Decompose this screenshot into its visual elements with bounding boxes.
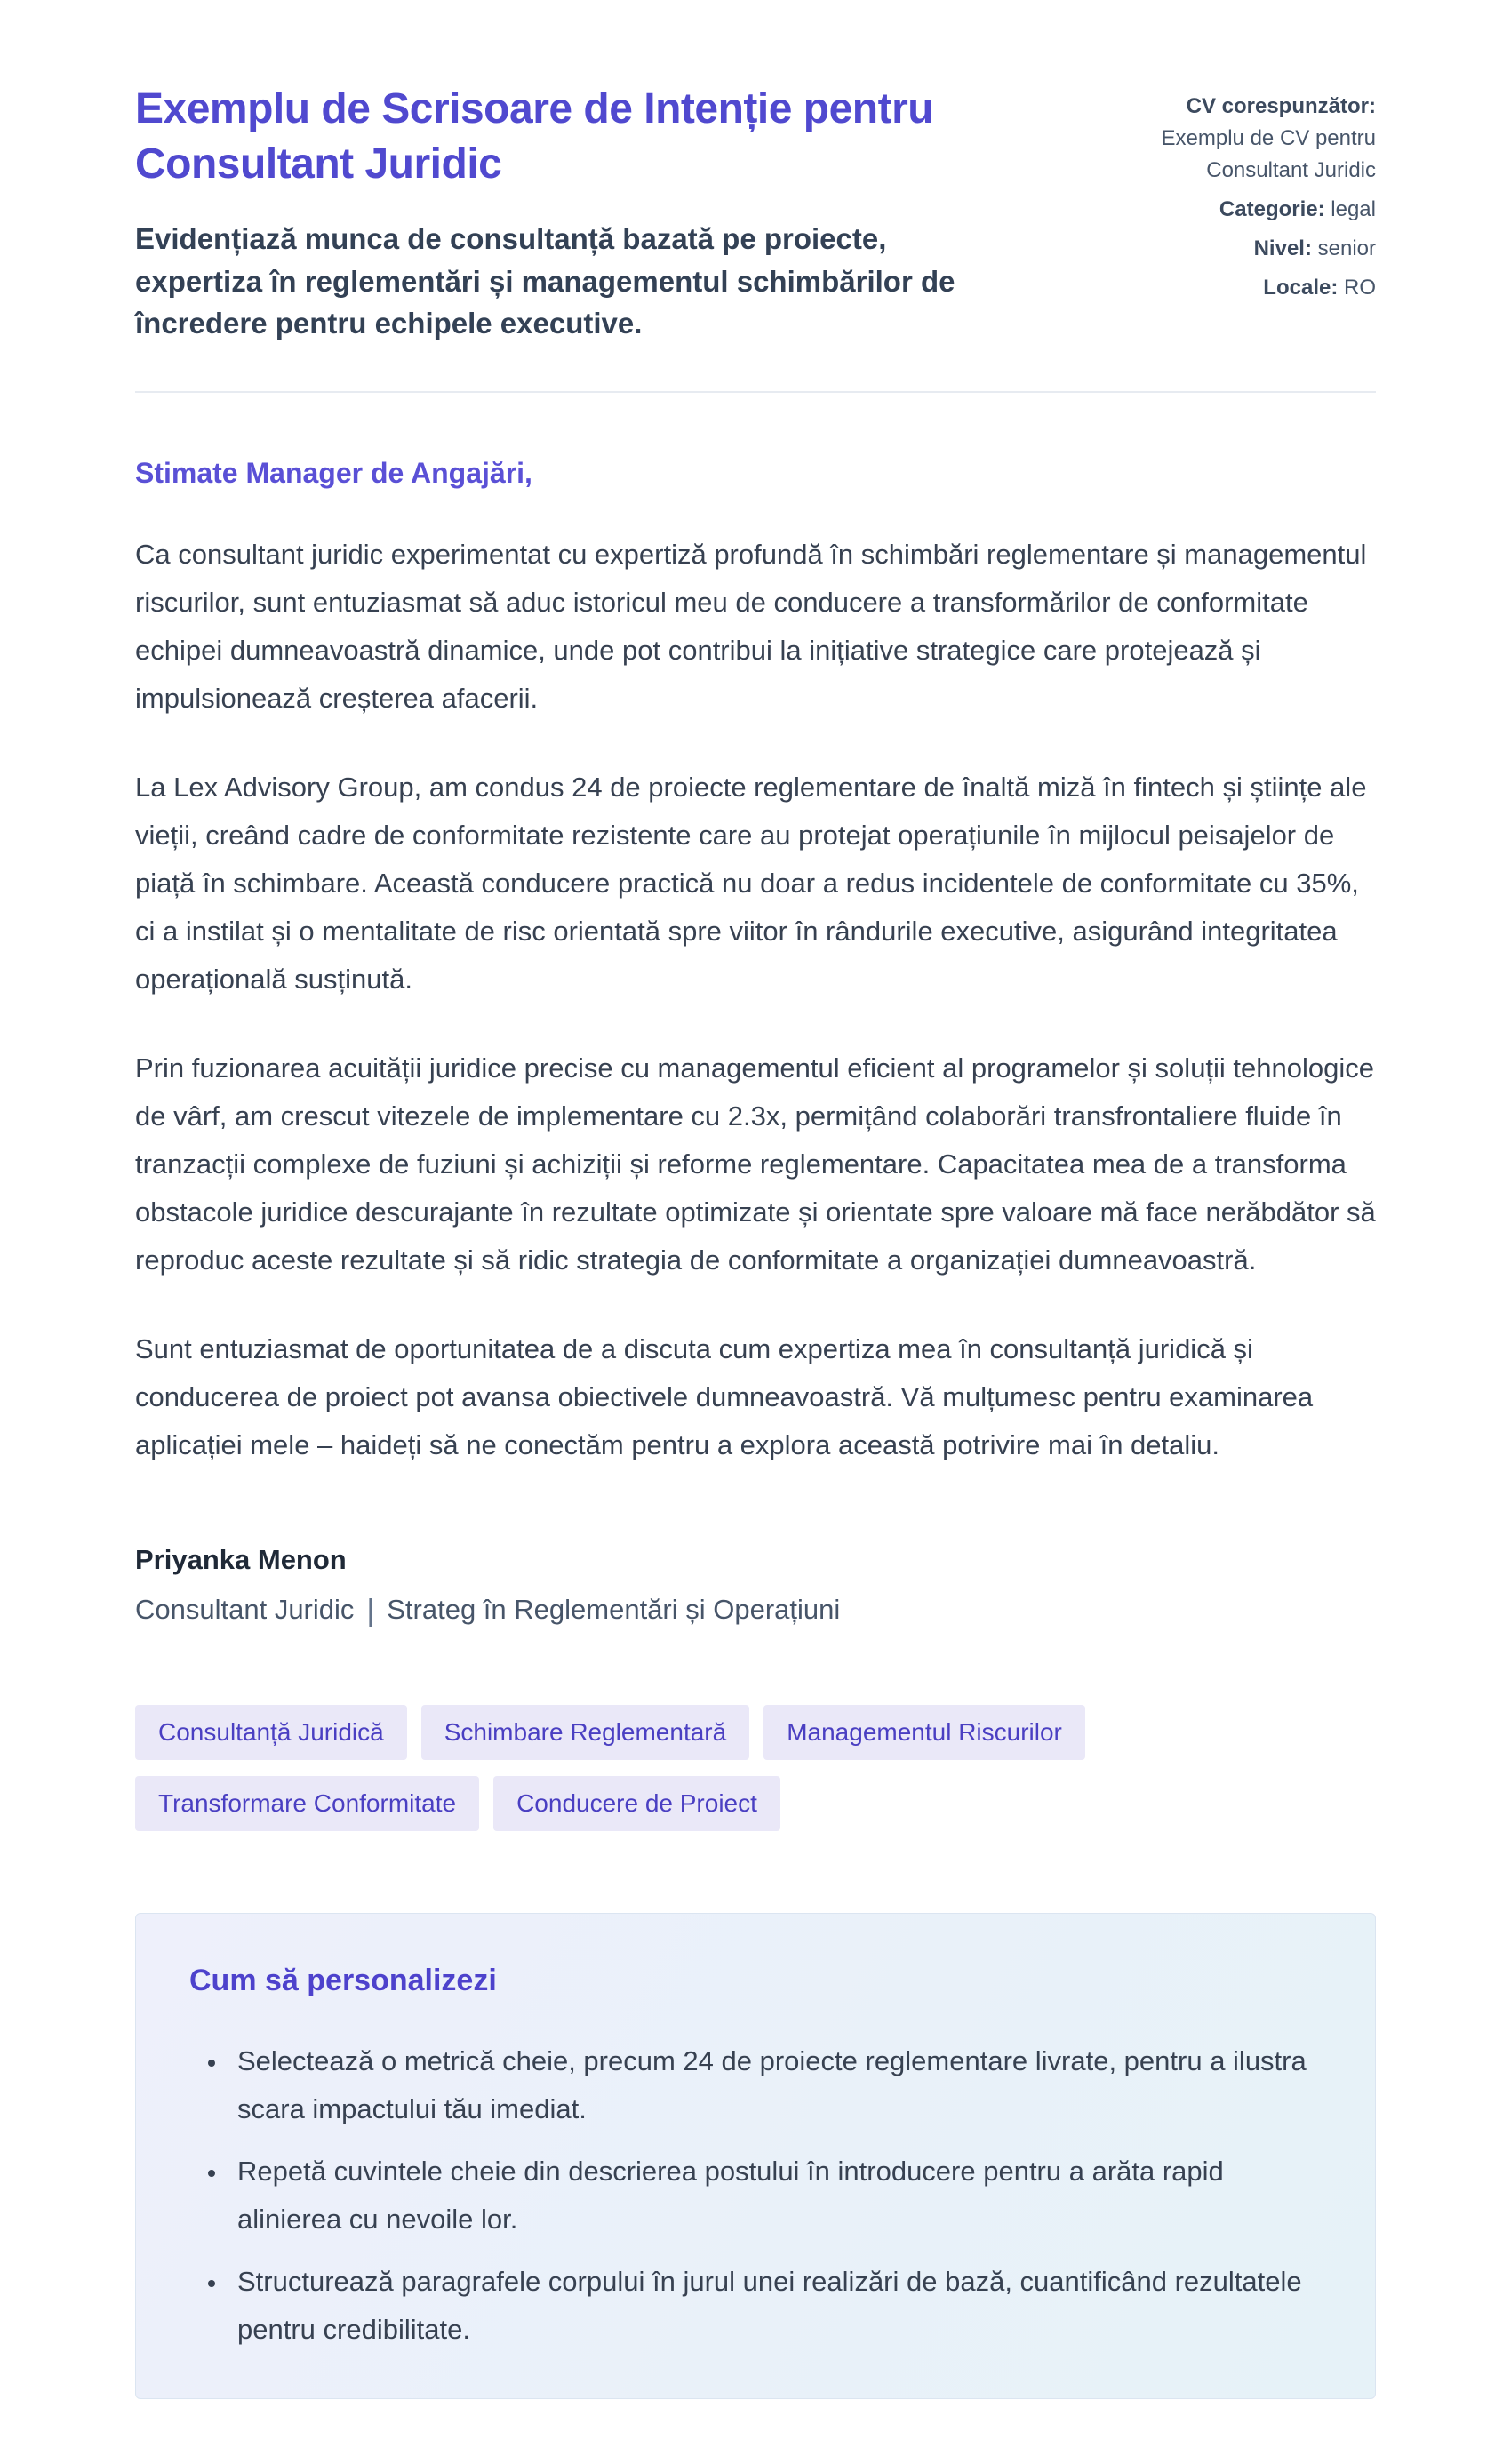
signature-block xyxy=(135,1544,1376,1628)
meta-locale-row xyxy=(1083,272,1376,304)
header-divider xyxy=(135,391,1376,393)
letter-paragraph-1: Ca consultant juridic experimentat cu expertiză profundă în schimbări reglementare și managementul riscurilor, sunt entuziasmat să aduc istoricul meu de conducere a transformărilor de conformitate echipei dumneavoastră dinamice, unde pot contribui la inițiative strategice care protejează și impulsionează creșterea afacerii. xyxy=(135,539,1367,715)
meta-cv-label: CV corespunzător: xyxy=(1186,94,1376,118)
letter-paragraph-4: Sunt entuziasmat de oportunitatea de a discuta cum expertiza mea în consultanță juridică și conducerea de proiect pot avansa obiectivele dumneavoastră. Vă mulțumesc pentru examinarea aplicației mele – haideți să ne conectăm pentru a explora această potrivire mai în detaliu. xyxy=(135,1333,1314,1461)
tips-list xyxy=(189,2037,1322,2354)
signature-role-separator: | xyxy=(366,1594,375,1628)
meta-cv-row xyxy=(1083,91,1376,187)
meta-locale-value: RO xyxy=(1344,276,1376,300)
meta-category-row xyxy=(1083,194,1376,226)
signature-name: Priyanka Menon xyxy=(135,1544,347,1576)
meta-cv-link[interactable]: Exemplu de CV pentru Consultant Juridic xyxy=(1161,126,1376,182)
personalization-tips-box xyxy=(135,1913,1376,2399)
header-title-block xyxy=(135,82,988,345)
tip-item-3: • Structurează paragrafele corpului în jurul unei realizări de bază, cuantificând rezultatele pentru credibilitate. xyxy=(228,2258,1322,2354)
tag-chip-conducere-de-proiect[interactable]: Conducere de Proiect xyxy=(493,1776,780,1831)
page-title: Exemplu de Scrisoare de Intenție pentru Consultant Juridic xyxy=(135,85,934,188)
meta-locale-label: Locale: xyxy=(1263,276,1339,300)
meta-panel xyxy=(1083,82,1376,311)
letter-greeting: Stimate Manager de Angajări, xyxy=(135,457,532,490)
meta-level-label: Nivel: xyxy=(1253,236,1312,260)
letter-paragraph-3: Prin fuzionarea acuității juridice precise cu managementul eficient al programelor și soluții tehnologice de vârf, am crescut vitezele de implementare cu 2.3x, permițând colaborări transfrontaliere fluide în tranzacții complexe de fuziuni și achiziții și reforme reglementare. Capacitatea mea de a transforma obstacole juridice descurajante în rezultate optimizate și orientate spre valoare mă face nerăbdător să reproduc aceste rezultate și să ridic strategia de conformitate a organizației dumneavoastră. xyxy=(135,1052,1376,1276)
meta-category-label: Categorie: xyxy=(1219,197,1325,221)
tag-chip-transformare-conformitate[interactable]: Transformare Conformitate xyxy=(135,1776,479,1831)
tag-chip-schimbare-reglementara[interactable]: Schimbare Reglementară xyxy=(421,1705,750,1760)
meta-level-value: senior xyxy=(1317,236,1376,260)
meta-level-row xyxy=(1083,233,1376,265)
tag-chip-consultanta-juridica[interactable]: Consultanță Juridică xyxy=(135,1705,407,1760)
signature-role xyxy=(135,1594,1376,1628)
signature-role-title: Consultant Juridic xyxy=(135,1594,355,1626)
page-subtitle: Evidențiază munca de consultanță bazată pe proiecte, expertiza în reglementări și managementul schimbărilor de încredere pentru echipele executive. xyxy=(135,221,955,340)
tip-item-2: • Repetă cuvintele cheie din descrierea postului în introducere pentru a arăta rapid alinierea cu nevoile lor. xyxy=(228,2148,1322,2244)
tag-list xyxy=(135,1705,1376,1831)
tip-item-1: • Selectează o metrică cheie, precum 24 de proiecte reglementare livrate, pentru a ilustra scara impactului tău imediat. xyxy=(228,2037,1322,2133)
letter-paragraph-2: La Lex Advisory Group, am condus 24 de proiecte reglementare de înaltă miză în fintech și științe ale vieții, creând cadre de conformitate rezistente care au protejat operațiunile în mijlocul peisajelor de piață în schimbare. Această conducere practică nu doar a redus incidentele de conformitate cu 35%, ci a instilat și o mentalitate de risc orientată spre viitor în rândurile executive, asigurând integritatea operațională susținută. xyxy=(135,772,1367,996)
tips-heading: Cum să personalizezi xyxy=(189,1964,497,1998)
meta-category-value: legal xyxy=(1331,197,1376,221)
signature-role-strategy: Strateg în Reglementări și Operațiuni xyxy=(387,1594,841,1626)
page-header xyxy=(135,82,1376,345)
tag-chip-managementul-riscurilor[interactable]: Managementul Riscurilor xyxy=(763,1705,1085,1760)
